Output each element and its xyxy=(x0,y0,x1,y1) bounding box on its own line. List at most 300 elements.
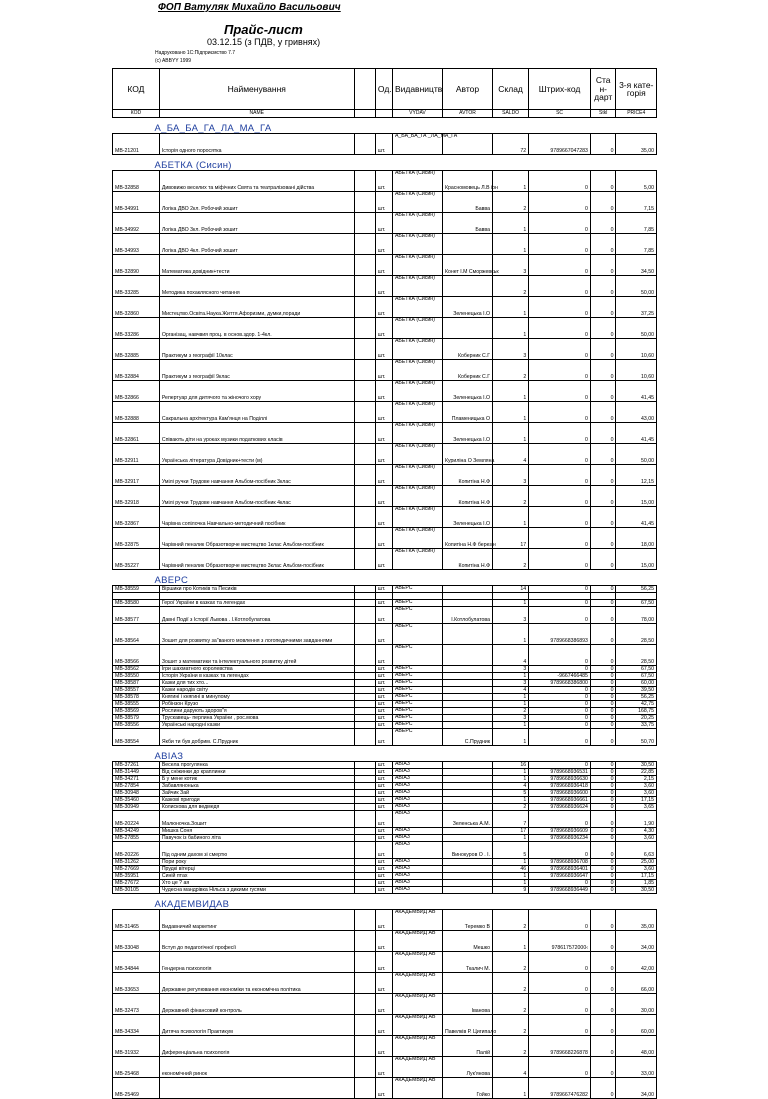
column-header-name: Найменування xyxy=(159,69,354,110)
cell-standard: 0 xyxy=(590,859,616,866)
cell-author xyxy=(442,804,492,811)
table-row xyxy=(113,402,657,423)
cell-unit: шт. xyxy=(375,586,392,593)
table-row xyxy=(113,797,657,804)
cell-unit: шт. xyxy=(375,880,392,887)
cell-unit: шт. xyxy=(375,381,392,402)
cell-barcode: 0 xyxy=(529,722,591,729)
cell-unit: шт. xyxy=(375,234,392,255)
cell-author: Копитіна Н.Ф березін xyxy=(442,528,492,549)
table-row xyxy=(113,762,657,769)
cell-barcode: 0 xyxy=(529,701,591,708)
cell-unit: шт. xyxy=(375,910,392,931)
cell-code: МВ-32866 xyxy=(113,381,160,402)
cell-unit: шт. xyxy=(375,790,392,797)
cell-unit: шт. xyxy=(375,213,392,234)
cell-unit: шт. xyxy=(375,804,392,811)
cell-unit: шт. xyxy=(375,360,392,381)
cell-blank xyxy=(354,593,375,600)
cell-unit: шт. xyxy=(375,1036,392,1057)
cell-publisher: АВЕРС xyxy=(392,607,442,624)
cell-publisher: АВІАЗ xyxy=(392,873,442,880)
cell-unit: шт. xyxy=(375,715,392,722)
cell-name: Державне регулювання економіки та економічна політика xyxy=(159,973,354,994)
cell-standard: 0 xyxy=(590,645,616,666)
cell-author xyxy=(442,783,492,790)
cell-barcode: 978617572000‹ xyxy=(529,931,591,952)
cell-stock: 1 xyxy=(493,381,529,402)
cell-stock: 4 xyxy=(493,783,529,790)
cell-author xyxy=(442,866,492,873)
cell-author: Красномовець Л.В іон xyxy=(442,171,492,192)
cell-price: 7,85 xyxy=(616,234,657,255)
cell-name: Віршики про Котиків та Песиків xyxy=(159,586,354,593)
cell-barcode: 0 xyxy=(529,910,591,931)
cell-blank xyxy=(354,931,375,952)
table-row xyxy=(113,192,657,213)
cell-publisher: АБЕТКА (Сисин) xyxy=(392,465,442,486)
cell-code: МВ-30105 xyxy=(113,887,160,894)
cell-price: 17,15 xyxy=(616,873,657,880)
cell-code: МВ-32888 xyxy=(113,402,160,423)
group-header-row xyxy=(113,750,657,762)
cell-unit: шт. xyxy=(375,666,392,673)
cell-code: МВ-34993 xyxy=(113,234,160,255)
cell-publisher: АБЕТКА (Сисин) xyxy=(392,444,442,465)
cell-name: Весела прогулянка xyxy=(159,762,354,769)
cell-barcode: 9789668936624 xyxy=(529,804,591,811)
cell-code: МВ-27854 xyxy=(113,783,160,790)
cell-stock: 3 xyxy=(493,680,529,687)
cell-author: Бавва xyxy=(442,192,492,213)
cell-author xyxy=(442,586,492,593)
table-row xyxy=(113,783,657,790)
cell-code: МВ-34992 xyxy=(113,213,160,234)
cell-barcode: 0 xyxy=(529,600,591,607)
table-row xyxy=(113,887,657,894)
cell-stock: 1 xyxy=(493,624,529,645)
cell-standard: 0 xyxy=(590,318,616,339)
cell-name: Організац, навчвия проц. в основ.здор. 1-4кл. xyxy=(159,318,354,339)
cell-publisher: АВЕРС xyxy=(392,715,442,722)
cell-blank xyxy=(354,192,375,213)
cell-blank xyxy=(354,835,375,842)
cell-code: МВ-31449 xyxy=(113,769,160,776)
cell-stock: 1 xyxy=(493,873,529,880)
column-header-unit: Од. xyxy=(375,69,392,110)
cell-blank xyxy=(354,666,375,673)
cell-publisher: АВІАЗ xyxy=(392,776,442,783)
cell-publisher: АВЕРС xyxy=(392,694,442,701)
cell-publisher: АВІАЗ xyxy=(392,769,442,776)
cell-price: 50,00 xyxy=(616,444,657,465)
cell-unit: шт. xyxy=(375,318,392,339)
cell-code: МВ-32917 xyxy=(113,465,160,486)
cell-name: Практикум з географії 10клас xyxy=(159,339,354,360)
table-row xyxy=(113,255,657,276)
column-header-price: 3-я кате- горія xyxy=(616,69,657,110)
cell-name: Видавничий маркетинг xyxy=(159,910,354,931)
cell-stock: 9 xyxy=(493,887,529,894)
cell-price: 50,00 xyxy=(616,318,657,339)
field-blank xyxy=(354,110,375,118)
cell-price: 43,00 xyxy=(616,402,657,423)
cell-name: Давні Події з Історії Львова . І.Котлобулатова xyxy=(159,607,354,624)
cell-name: Синій птах xyxy=(159,873,354,880)
cell-stock: 1 xyxy=(493,171,529,192)
cell-price: 2,15 xyxy=(616,776,657,783)
cell-author: Зеленецька І.О xyxy=(442,423,492,444)
cell-barcode: 0 xyxy=(529,607,591,624)
cell-code: МВ-38556 xyxy=(113,722,160,729)
cell-barcode: 0 xyxy=(529,811,591,828)
cell-stock: 5 xyxy=(493,790,529,797)
cell-blank xyxy=(354,1057,375,1078)
cell-standard: 0 xyxy=(590,465,616,486)
cell-unit: шт. xyxy=(375,828,392,835)
cell-author xyxy=(442,673,492,680)
cell-blank xyxy=(354,783,375,790)
cell-price: 6,63 xyxy=(616,842,657,859)
cell-name: Робінзон Крузо xyxy=(159,701,354,708)
cell-price: 35,00 xyxy=(616,910,657,931)
cell-unit: шт. xyxy=(375,507,392,528)
cell-code: МВ-38564 xyxy=(113,624,160,645)
table-row xyxy=(113,880,657,887)
cell-price: 12,15 xyxy=(616,465,657,486)
table-row xyxy=(113,276,657,297)
cell-blank xyxy=(354,600,375,607)
cell-publisher: АВЕРС xyxy=(392,708,442,715)
cell-unit: шт. xyxy=(375,134,392,155)
table-row xyxy=(113,297,657,318)
table-row xyxy=(113,645,657,666)
cell-barcode: 0 xyxy=(529,973,591,994)
cell-author: Мешко xyxy=(442,931,492,952)
cell-code: МВ-37261 xyxy=(113,762,160,769)
cell-blank xyxy=(354,528,375,549)
cell-code: МВ-32885 xyxy=(113,339,160,360)
cell-code: МВ-35227 xyxy=(113,549,160,570)
cell-blank xyxy=(354,842,375,859)
cell-publisher: АВЕРС xyxy=(392,624,442,645)
cell-standard: 0 xyxy=(590,607,616,624)
column-header-code: КОД xyxy=(113,69,160,110)
cell-unit: шт. xyxy=(375,465,392,486)
cell-name: Казки для тих хто... xyxy=(159,680,354,687)
cell-unit: шт. xyxy=(375,762,392,769)
cell-publisher: АБЕТКА (Сисин) xyxy=(392,339,442,360)
cell-author xyxy=(442,887,492,894)
cell-code: МВ-31932 xyxy=(113,1036,160,1057)
cell-barcode: 9789668936647 xyxy=(529,873,591,880)
cell-author: Ткалич М. xyxy=(442,952,492,973)
cell-name: Мишка Соня xyxy=(159,828,354,835)
cell-stock: 2 xyxy=(493,708,529,715)
cell-stock: 2 xyxy=(493,804,529,811)
cell-author xyxy=(442,722,492,729)
group-header-row xyxy=(113,122,657,134)
cell-barcode: 0 xyxy=(529,952,591,973)
cell-author xyxy=(442,790,492,797)
cell-name: економічний ринок xyxy=(159,1057,354,1078)
cell-name: Математика довідник+тести xyxy=(159,255,354,276)
cell-code: МВ-38578 xyxy=(113,694,160,701)
cell-barcode: 0 xyxy=(529,423,591,444)
table-row xyxy=(113,708,657,715)
cell-blank xyxy=(354,804,375,811)
cell-standard: 0 xyxy=(590,171,616,192)
cell-barcode: 9789668386800 xyxy=(529,680,591,687)
cell-unit: шт. xyxy=(375,1015,392,1036)
cell-stock: 3 xyxy=(493,255,529,276)
cell-barcode: 0 xyxy=(529,715,591,722)
cell-blank xyxy=(354,624,375,645)
cell-name: Методика похаклясного читання xyxy=(159,276,354,297)
table-row xyxy=(113,769,657,776)
cell-stock: 1 xyxy=(493,880,529,887)
cell-price: 28,50 xyxy=(616,645,657,666)
cell-barcode: 9789668386893 xyxy=(529,624,591,645)
cell-standard: 0 xyxy=(590,973,616,994)
table-row xyxy=(113,694,657,701)
cell-barcode: 0 xyxy=(529,687,591,694)
cell-blank xyxy=(354,952,375,973)
cell-stock: 1 xyxy=(493,701,529,708)
table-row xyxy=(113,1057,657,1078)
cell-stock: 1 xyxy=(493,297,529,318)
cell-price: 10,60 xyxy=(616,339,657,360)
cell-author xyxy=(442,828,492,835)
cell-standard: 0 xyxy=(590,701,616,708)
cell-code: МВ-25469 xyxy=(113,1078,160,1099)
cell-stock: 2 xyxy=(493,549,529,570)
cell-barcode: 0 xyxy=(529,880,591,887)
group-header-row xyxy=(113,159,657,171)
cell-stock: 4 xyxy=(493,1057,529,1078)
cell-author: Зеленська А.М. xyxy=(442,811,492,828)
cell-standard: 0 xyxy=(590,729,616,746)
cell-barcode: 9789668936609 xyxy=(529,828,591,835)
cell-unit: шт. xyxy=(375,624,392,645)
cell-standard: 0 xyxy=(590,624,616,645)
cell-price: 1,85 xyxy=(616,880,657,887)
table-row xyxy=(113,687,657,694)
cell-blank xyxy=(354,318,375,339)
cell-price: 20,25 xyxy=(616,715,657,722)
cell-blank xyxy=(354,880,375,887)
table-row xyxy=(113,715,657,722)
cell-standard: 0 xyxy=(590,887,616,894)
cell-name xyxy=(159,1078,354,1099)
table-row xyxy=(113,213,657,234)
cell-standard: 0 xyxy=(590,835,616,842)
table-row xyxy=(113,873,657,880)
cell-publisher: АБЕТКА (Сисин) xyxy=(392,255,442,276)
table-row xyxy=(113,790,657,797)
cell-barcode: 0 xyxy=(529,729,591,746)
cell-unit: шт. xyxy=(375,873,392,880)
cell-barcode: 0 xyxy=(529,994,591,1015)
cell-name: Чарівний пензлик Образотворче мистецтво 3клас Альбом-посібник xyxy=(159,549,354,570)
cell-blank xyxy=(354,673,375,680)
column-header-barcode: Штрих-код xyxy=(529,69,591,110)
cell-author xyxy=(442,624,492,645)
cell-barcode: 0 xyxy=(529,507,591,528)
cell-stock: 1 xyxy=(493,507,529,528)
cell-unit: шт. xyxy=(375,192,392,213)
cell-name: Ігри шахматного королевства xyxy=(159,666,354,673)
cell-author: Павелків Р. Цигипало xyxy=(442,1015,492,1036)
cell-barcode: 0 xyxy=(529,402,591,423)
cell-standard: 0 xyxy=(590,586,616,593)
column-header-stock: Склад xyxy=(493,69,529,110)
cell-stock: 3 xyxy=(493,666,529,673)
table-row xyxy=(113,423,657,444)
cell-publisher: АБЕТКА (Сисин) xyxy=(392,234,442,255)
cell-barcode: 0 xyxy=(529,528,591,549)
cell-name: Княгині і княгині в минулому xyxy=(159,694,354,701)
cell-stock: 1 xyxy=(493,729,529,746)
cell-barcode: 9789668936708 xyxy=(529,859,591,866)
cell-name: Дивовижо веселих та міфічних Свята та театралізовані дійства xyxy=(159,171,354,192)
cell-price: 28,50 xyxy=(616,624,657,645)
cell-code: МВ-31465 xyxy=(113,910,160,931)
cell-blank xyxy=(354,994,375,1015)
cell-stock: 17 xyxy=(493,528,529,549)
cell-unit: шт. xyxy=(375,297,392,318)
cell-price: 67,50 xyxy=(616,666,657,673)
cell-standard: 0 xyxy=(590,842,616,859)
cell-name: Павучок із бабиного літа xyxy=(159,835,354,842)
group-name: А_БА_БА_ГА_ЛА_МА_ГА xyxy=(154,122,272,134)
cell-name: Логіка ДВО 2кл. Робочий зошит xyxy=(159,192,354,213)
cell-publisher: АБЕТКА (Сисин) xyxy=(392,171,442,192)
cell-standard: 0 xyxy=(590,255,616,276)
document-title: Прайс-лист xyxy=(224,22,303,37)
cell-stock: 1 xyxy=(493,402,529,423)
cell-author xyxy=(442,859,492,866)
cell-code: МВ-33048 xyxy=(113,931,160,952)
cell-price xyxy=(616,593,657,600)
cell-blank xyxy=(354,701,375,708)
cell-price: 7,15 xyxy=(616,192,657,213)
cell-blank xyxy=(354,381,375,402)
cell-publisher: АБЕТКА (Сисин) xyxy=(392,486,442,507)
cell-standard: 0 xyxy=(590,687,616,694)
cell-standard: 0 xyxy=(590,952,616,973)
cell-price: 4,30 xyxy=(616,828,657,835)
table-row xyxy=(113,607,657,624)
cell-price: 35,00 xyxy=(616,134,657,155)
cell-standard: 0 xyxy=(590,1078,616,1099)
cell-standard: 0 xyxy=(590,297,616,318)
table-row xyxy=(113,811,657,828)
cell-barcode: 0 xyxy=(529,213,591,234)
cell-standard: 0 xyxy=(590,507,616,528)
cell-publisher: АБЕТКА (Сисин) xyxy=(392,192,442,213)
cell-stock: 4 xyxy=(493,645,529,666)
cell-barcode: 0 xyxy=(529,339,591,360)
cell-stock: 1 xyxy=(493,1078,529,1099)
table-row xyxy=(113,465,657,486)
cell-name: Прудкі вітерці xyxy=(159,866,354,873)
cell-price: 42,75 xyxy=(616,701,657,708)
cell-code: МВ-27669 xyxy=(113,866,160,873)
cell-price: 67,50 xyxy=(616,600,657,607)
cell-author xyxy=(442,666,492,673)
cell-name: Історія України в казках та легендах xyxy=(159,673,354,680)
cell-code xyxy=(113,593,160,600)
cell-code: МВ-34249 xyxy=(113,828,160,835)
cell-name: Умілі ручки Трудове навчання Альбом-посібник 3клас xyxy=(159,465,354,486)
cell-author xyxy=(442,880,492,887)
cell-stock: 3 xyxy=(493,607,529,624)
cell-barcode: 9789668936401 xyxy=(529,866,591,873)
cell-standard: 0 xyxy=(590,811,616,828)
table-row xyxy=(113,828,657,835)
cell-blank xyxy=(354,465,375,486)
cell-unit: шт. xyxy=(375,339,392,360)
cell-price: 50,70 xyxy=(616,729,657,746)
cell-blank xyxy=(354,423,375,444)
cell-author: Копитіна Н.Ф xyxy=(442,465,492,486)
cell-author xyxy=(442,873,492,880)
cell-barcode: 0 xyxy=(529,708,591,715)
cell-blank xyxy=(354,586,375,593)
cell-publisher: АВІАЗ xyxy=(392,828,442,835)
cell-barcode: 0 xyxy=(529,276,591,297)
cell-standard: 0 xyxy=(590,804,616,811)
field-price: PRICE4 xyxy=(616,110,657,118)
cell-author: Палій xyxy=(442,1036,492,1057)
cell-author xyxy=(442,835,492,842)
cell-blank xyxy=(354,213,375,234)
cell-standard xyxy=(590,593,616,600)
cell-author: Гойко xyxy=(442,1078,492,1099)
cell-unit: шт. xyxy=(375,402,392,423)
cell-publisher: АКАДЕМВИД АВ xyxy=(392,973,442,994)
column-header-standard: Ста н- дарт xyxy=(590,69,616,110)
cell-stock: 2 xyxy=(493,994,529,1015)
cell-unit: шт. xyxy=(375,797,392,804)
cell-standard: 0 xyxy=(590,134,616,155)
table-row xyxy=(113,381,657,402)
cell-name: Історія одного поросятка xyxy=(159,134,354,155)
cell-publisher: АКАДЕМВИД АВ xyxy=(392,1015,442,1036)
cell-price: 41,45 xyxy=(616,381,657,402)
cell-blank xyxy=(354,873,375,880)
cell-barcode: 0 xyxy=(529,666,591,673)
cell-barcode: 9789668936630 xyxy=(529,776,591,783)
cell-price: 3,60 xyxy=(616,866,657,873)
cell-publisher: АВІАЗ xyxy=(392,835,442,842)
cell-publisher: АБЕТКА (Сисин) xyxy=(392,507,442,528)
cell-stock: 2 xyxy=(493,486,529,507)
cell-unit: шт. xyxy=(375,549,392,570)
cell-unit: шт. xyxy=(375,842,392,859)
cell-stock: 2 xyxy=(493,192,529,213)
group-name: АБЕТКА (Сисин) xyxy=(154,159,232,171)
cell-stock: 1 xyxy=(493,835,529,842)
cell-unit: шт. xyxy=(375,811,392,828)
cell-code: МВ-38554 xyxy=(113,729,160,746)
cell-price: 30,50 xyxy=(616,887,657,894)
cell-code: МВ-32918 xyxy=(113,486,160,507)
cell-standard: 0 xyxy=(590,866,616,873)
cell-name xyxy=(159,593,354,600)
cell-code: МВ-30948 xyxy=(113,790,160,797)
